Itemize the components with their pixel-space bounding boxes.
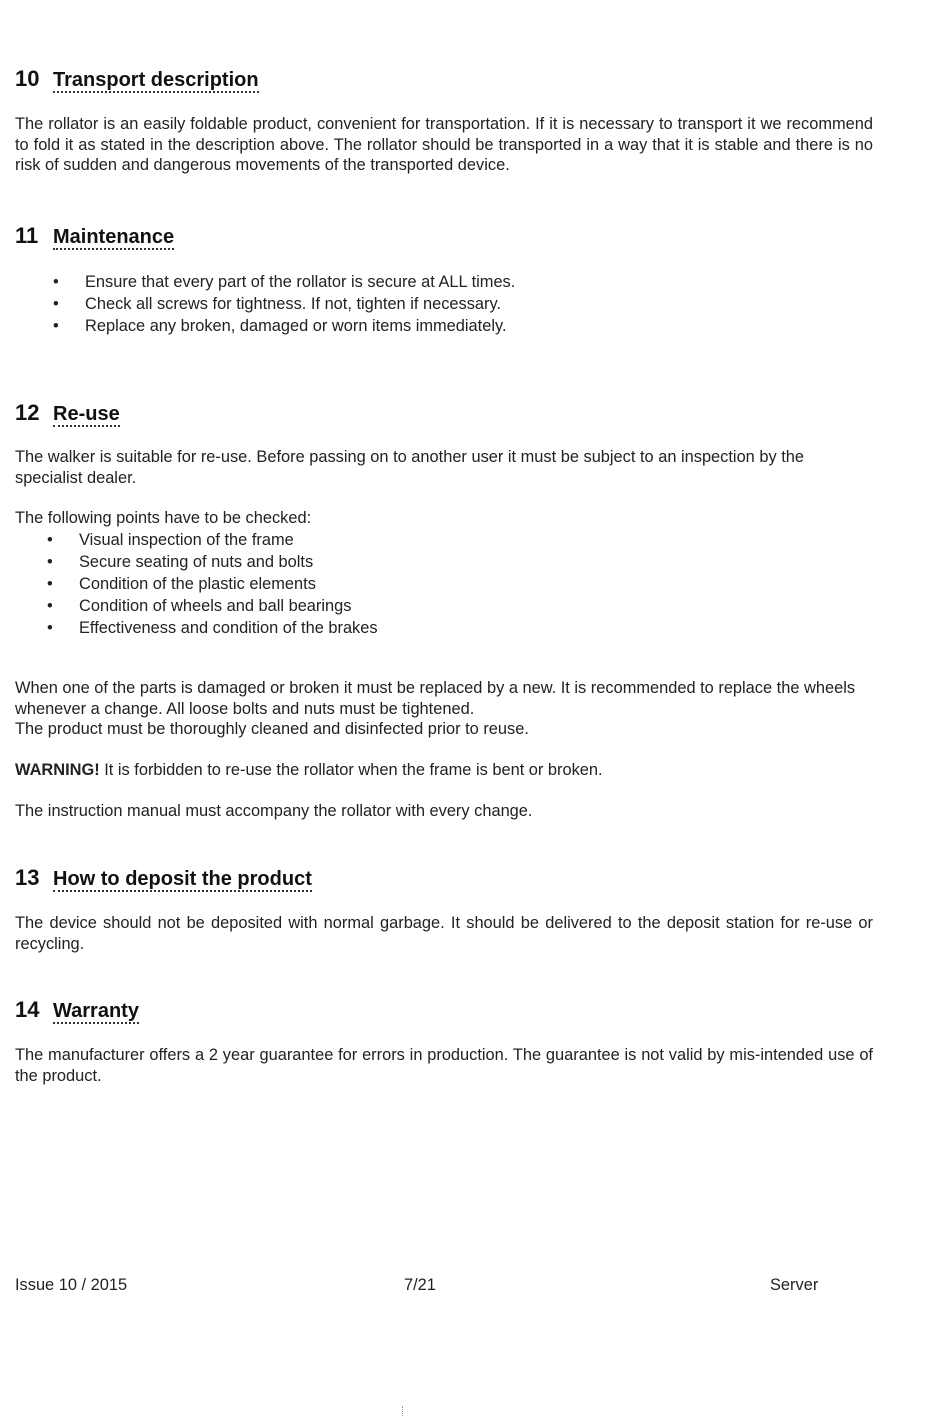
section-number: 14: [15, 997, 40, 1022]
list-item-text: Ensure that every part of the rollator is secure at ALL times.: [85, 273, 516, 291]
list-item: [15, 315, 515, 337]
reuse-intro-paragraph: The walker is suitable for re-use. Before passing on to another user it must be subject to an inspection by the specialist dealer.: [15, 448, 804, 487]
section-title: Transport description: [53, 69, 259, 91]
section-title: Maintenance: [53, 226, 175, 248]
list-item: [15, 551, 378, 573]
bullet-icon: •: [53, 317, 59, 335]
footer-page-number: 7/21: [404, 1276, 436, 1294]
list-item-text: Secure seating of nuts and bolts: [79, 553, 314, 571]
bullet-icon: •: [47, 531, 53, 549]
list-item: [15, 617, 378, 639]
section-title: How to deposit the product: [53, 868, 312, 890]
section-title: Warranty: [53, 1000, 139, 1022]
bullet-icon: •: [47, 553, 53, 571]
section-title: Re-use: [53, 403, 120, 425]
replacement-paragraph: When one of the parts is damaged or broken it must be replaced by a new. It is recommended to replace the wheels whenever a change. All loose bolts and nuts must be tightened.: [15, 679, 856, 718]
list-item-text: Condition of the plastic elements: [79, 575, 316, 593]
list-item: [15, 595, 378, 617]
list-item-text: Check all screws for tightness. If not, tighten if necessary.: [85, 295, 502, 313]
warranty-paragraph: The manufacturer offers a 2 year guarantee for errors in production. The guarantee is not valid by mis-intended use of the product.: [15, 1046, 873, 1085]
list-item-text: Visual inspection of the frame: [79, 531, 294, 549]
warning-label: WARNING!: [15, 761, 100, 779]
warning-paragraph: [15, 760, 873, 781]
checklist-label: The following points have to be checked:: [15, 509, 312, 527]
maintenance-list: [15, 271, 515, 337]
section-number: 11: [15, 223, 39, 248]
cleaning-paragraph: The product must be thoroughly cleaned and disinfected prior to reuse.: [15, 720, 529, 738]
list-item: [15, 573, 378, 595]
bullet-icon: •: [47, 619, 53, 637]
section-heading-reuse: [15, 400, 120, 426]
section-heading-maintenance: [15, 223, 174, 249]
section-heading-warranty: [15, 997, 139, 1023]
manual-note: The instruction manual must accompany the rollator with every change.: [15, 802, 533, 820]
list-item: [15, 529, 378, 551]
bullet-icon: •: [53, 273, 59, 291]
footer-product-name: Server: [770, 1276, 819, 1294]
list-item-text: Replace any broken, damaged or worn items immediately.: [85, 317, 507, 335]
footer-issue: Issue 10 / 2015: [15, 1276, 128, 1294]
warning-text: It is forbidden to re-use the rollator when the frame is bent or broken.: [99, 761, 603, 779]
list-item: [15, 293, 515, 315]
bullet-icon: •: [53, 295, 59, 313]
list-item: [15, 271, 515, 293]
list-item-text: Effectiveness and condition of the brakes: [79, 619, 378, 637]
transport-paragraph: The rollator is an easily foldable product, convenient for transportation. If it is necessary to transport it we recommend to fold it as stated in the description above. The rollator should be transported in a way that it is stable and there is no risk of sudden and dangerous movements of the transported device.: [15, 115, 873, 174]
section-number: 10: [15, 66, 40, 91]
bullet-icon: •: [47, 597, 53, 615]
deposit-paragraph: The device should not be deposited with normal garbage. It should be delivered to the deposit station for re-use or recycling.: [15, 914, 873, 953]
section-number: 12: [15, 400, 40, 425]
section-number: 13: [15, 865, 40, 890]
section-heading-transport: [15, 66, 259, 92]
page-mark: [402, 1406, 404, 1416]
reuse-checklist: [15, 529, 378, 639]
list-item-text: Condition of wheels and ball bearings: [79, 597, 352, 615]
section-heading-deposit: [15, 865, 312, 891]
bullet-icon: •: [47, 575, 53, 593]
